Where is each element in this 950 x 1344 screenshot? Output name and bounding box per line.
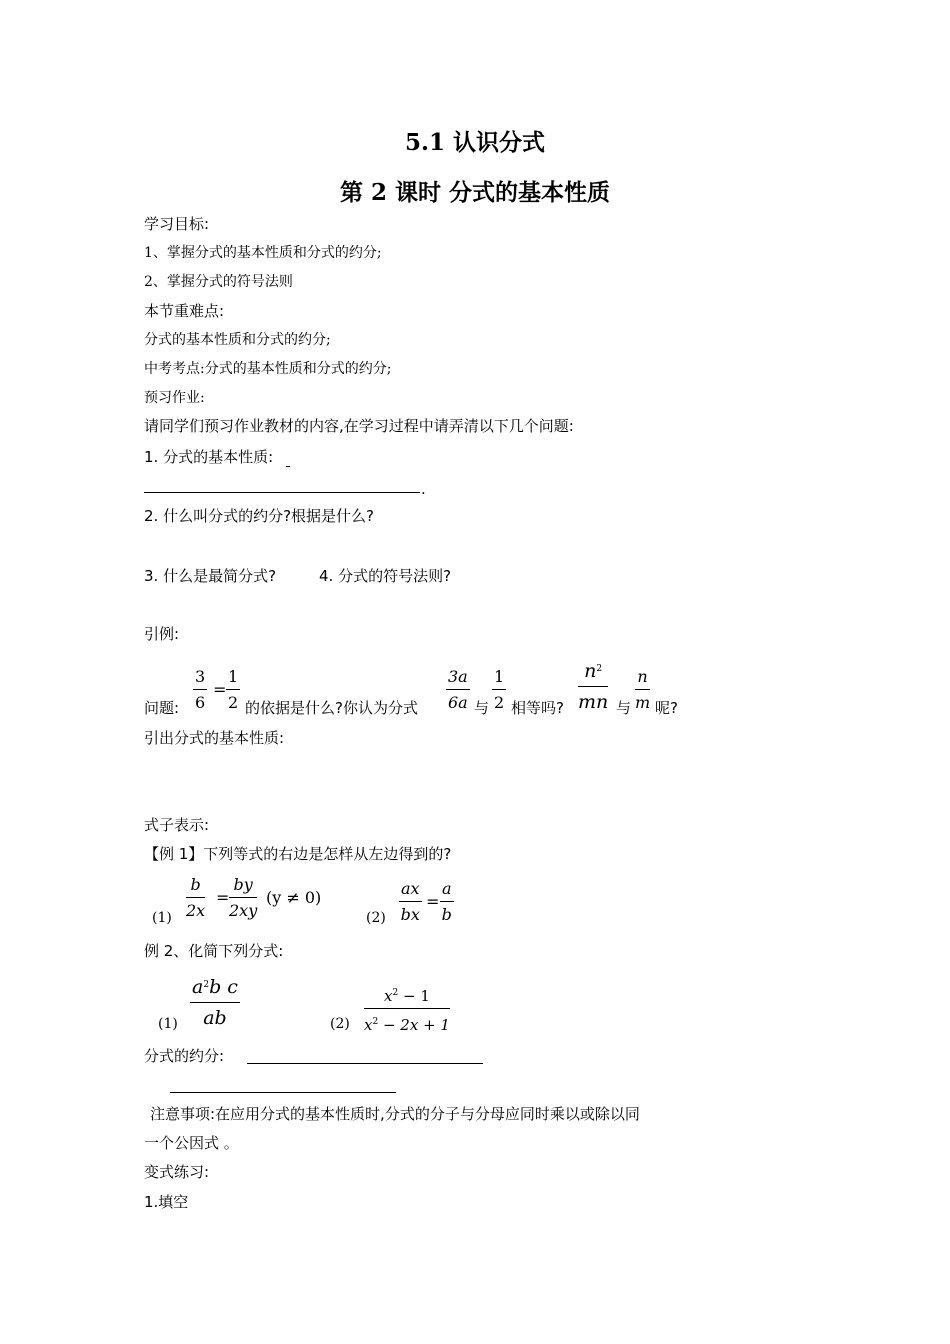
fraction-3a-over-6a: $\frac{3a}{6a}$ [448,667,468,712]
fraction-n-over-m: $\frac{n}{m}$ [635,667,651,712]
question-label: 问题: [144,699,180,717]
question-1-period: . [421,480,426,498]
derive-property-text: 引出分式的基本性质: [144,729,285,747]
example-1-heading: 【例 1】下列等式的右边是怎样从左边得到的? [144,845,452,863]
question-1-answer-line[interactable] [144,492,420,493]
page-subtitle: 第 2 课时 分式的基本性质 [339,179,611,206]
and-word-1: 与 [474,699,490,717]
fraction-1-over-2-b: $\frac{1}{2}$ [494,667,505,712]
fraction-by-over-2xy: $\frac{by}{2xy}$ [229,875,258,920]
fraction-x2minus1-over-x2minus2xplus1: $\frac{x^2 - 1}{x^2 - 2x + 1}$ [364,984,450,1034]
question-3: 3. 什么是最简分式? [144,567,277,585]
fraction-ax-over-bx: $\frac{ax}{bx}$ [400,879,420,924]
question-4: 4. 分式的符号法则? [319,567,452,585]
objective-item-2: 2、掌握分式的符号法则 [144,274,293,290]
keypoints-text: 分式的基本性质和分式的约分; [144,332,331,348]
question-1-blank-stub [286,466,290,467]
reduction-answer-line-2[interactable] [170,1092,396,1093]
fraction-n2-over-mn: $\frac{n^2}{mn}$ [578,660,609,713]
condition-y-not-zero: (y ≠ 0) [266,888,322,907]
intro-example-heading: 引例: [144,625,180,643]
question-text-b: 相等吗? [511,699,564,717]
equals-sign-ex1-1: = [216,888,230,907]
practice-heading: 变式练习: [144,1163,210,1181]
fraction-3-over-6: $\frac{3}{6}$ [195,667,206,712]
keypoints-heading: 本节重难点: [144,302,225,320]
preview-heading: 预习作业: [144,390,205,406]
fraction-1-over-2: $\frac{1}{2}$ [228,667,239,712]
exam-points-text: 中考考点:分式的基本性质和分式的约分; [144,361,392,377]
note-line-2: 一个公因式 。 [144,1134,239,1152]
example-2-heading: 例 2、化简下列分式: [144,942,284,960]
example-2-part-1-label: (1) [158,1016,178,1032]
example-2-part-2-label: (2) [330,1016,350,1032]
example-1-part-1-label: (1) [152,910,172,926]
fraction-b-over-2x: $\frac{b}{2x}$ [186,875,206,920]
formula-heading: 式子表示: [144,816,210,834]
objective-item-1: 1、掌握分式的基本性质和分式的约分; [144,245,382,261]
question-1: 1. 分式的基本性质: [144,448,274,466]
preview-intro: 请同学们预习作业教材的内容,在学习过程中请弄清以下几个问题: [144,417,574,435]
example-1-part-2-label: (2) [366,910,386,926]
reduction-label: 分式的约分: [144,1047,225,1065]
practice-item-1: 1.填空 [144,1193,189,1211]
question-text-c: 呢? [655,699,678,717]
fraction-a2bc-over-ab: $\frac{a^2b c}{ab}$ [192,976,238,1029]
question-2: 2. 什么叫分式的约分?根据是什么? [144,507,375,525]
equals-sign-ex1-2: = [426,892,440,911]
question-text-a: 的依据是什么?你认为分式 [245,699,418,717]
page-title: 5.1 认识分式 [404,129,546,156]
reduction-answer-line-1[interactable] [247,1063,483,1064]
note-line-1: 注意事项:在应用分式的基本性质时,分式的分子与分母应同时乘以或除以同 [150,1105,640,1123]
equals-sign: = [213,680,227,699]
and-word-2: 与 [616,699,632,717]
fraction-a-over-b: $\frac{a}{b}$ [441,879,452,924]
objectives-heading: 学习目标: [144,215,210,233]
